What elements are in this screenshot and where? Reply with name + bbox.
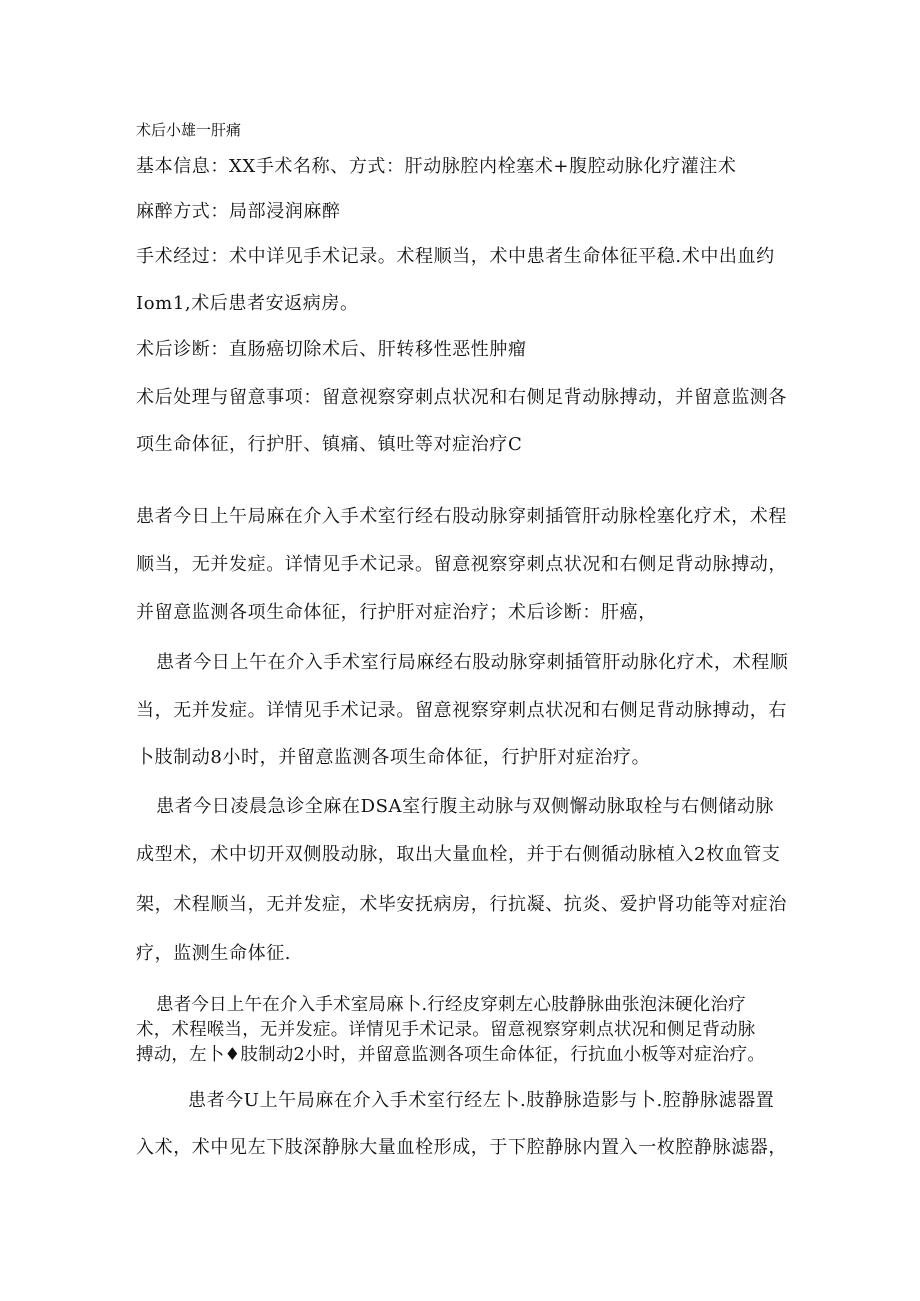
text-line: 成型术，术中切开双侧股动脉，取出大量血栓，并于右侧循动脉植入2枚血管支: [136, 844, 781, 865]
text-line: 患者今U上午局麻在介入手术室行经左卜.肢静脉造影与卜.腔静脉滤器置: [188, 1090, 775, 1111]
text-line: 术后处理与留意事项：留意视察穿刺点状况和右侧足背动脉搏动，并留意监测各: [136, 387, 787, 408]
text-line: 架，术程顺当，无并发症，术毕安抚病房，行抗凝、抗炎、爱护肾功能等对症治: [136, 894, 787, 915]
text-line: 患者今日上午在介入手术室局麻卜.行经皮穿刺左心肢静脉曲张泡沫硬化治疗: [156, 995, 746, 1015]
text-line: 术后诊断：直肠癌切除术后、肝转移性恶性肿瘤: [136, 339, 527, 360]
text-line: Iom1,术后患者安返病房。: [136, 293, 359, 314]
text-line: 基本信息：XX手术名称、方式：肝动脉腔内栓塞术+腹腔动脉化疗灌注术: [136, 156, 737, 177]
text-line: 患者今日上午在介入手术室行局麻经右股动脉穿刺插管肝动脉化疗术，术程顺: [156, 652, 789, 673]
text-line: 患者今日凌晨急诊全麻在DSA室行腹主动脉与双侧懈动脉取栓与右侧储动脉: [156, 796, 775, 817]
document-title: 术后小雄一肝痛: [136, 121, 242, 139]
text-line: 术，术程喉当，无并发症。详情见手术记录。留意视察穿刺点状况和侧足背动脉: [136, 1020, 756, 1040]
text-line: 入术，术中见左下肢深静脉大量血栓形成，于下腔静脉内置入一枚腔静脉滤器，: [136, 1137, 787, 1158]
text-line: 搏动，左卜♦肢制动2小时，并留意监测各项生命体征，行抗血小板等对症治疗。: [136, 1045, 766, 1065]
text-line: 手术经过：术中详见手术记录。术程顺当，术中患者生命体征平稳.术中出血约: [136, 246, 775, 267]
text-line: 卜肢制动8小时，并留意监测各项生命体征，行护肝对症治疗。: [136, 747, 651, 768]
text-line: 患者今日上午局麻在介入手术室行经右股动脉穿刺插管肝动脉栓塞化疗术，术程: [136, 506, 787, 527]
text-line: 当，无并发症。详情见手术记录。留意视察穿刺点状况和右侧足背动脉搏动，右: [136, 700, 787, 721]
text-line: 麻醉方式：局部浸润麻醉: [136, 201, 341, 222]
text-line: 并留意监测各项生命体征，行护肝对症治疗；术后诊断：肝癌，: [136, 602, 657, 623]
text-line: 疗，监测生命体征.: [136, 943, 292, 964]
text-line: 顺当，无并发症。详情见手术记录。留意视察穿刺点状况和右侧足背动脉搏动，: [136, 554, 787, 575]
text-line: 项生命体征，行护肝、镇痛、镇吐等对症治疗C: [136, 434, 523, 455]
